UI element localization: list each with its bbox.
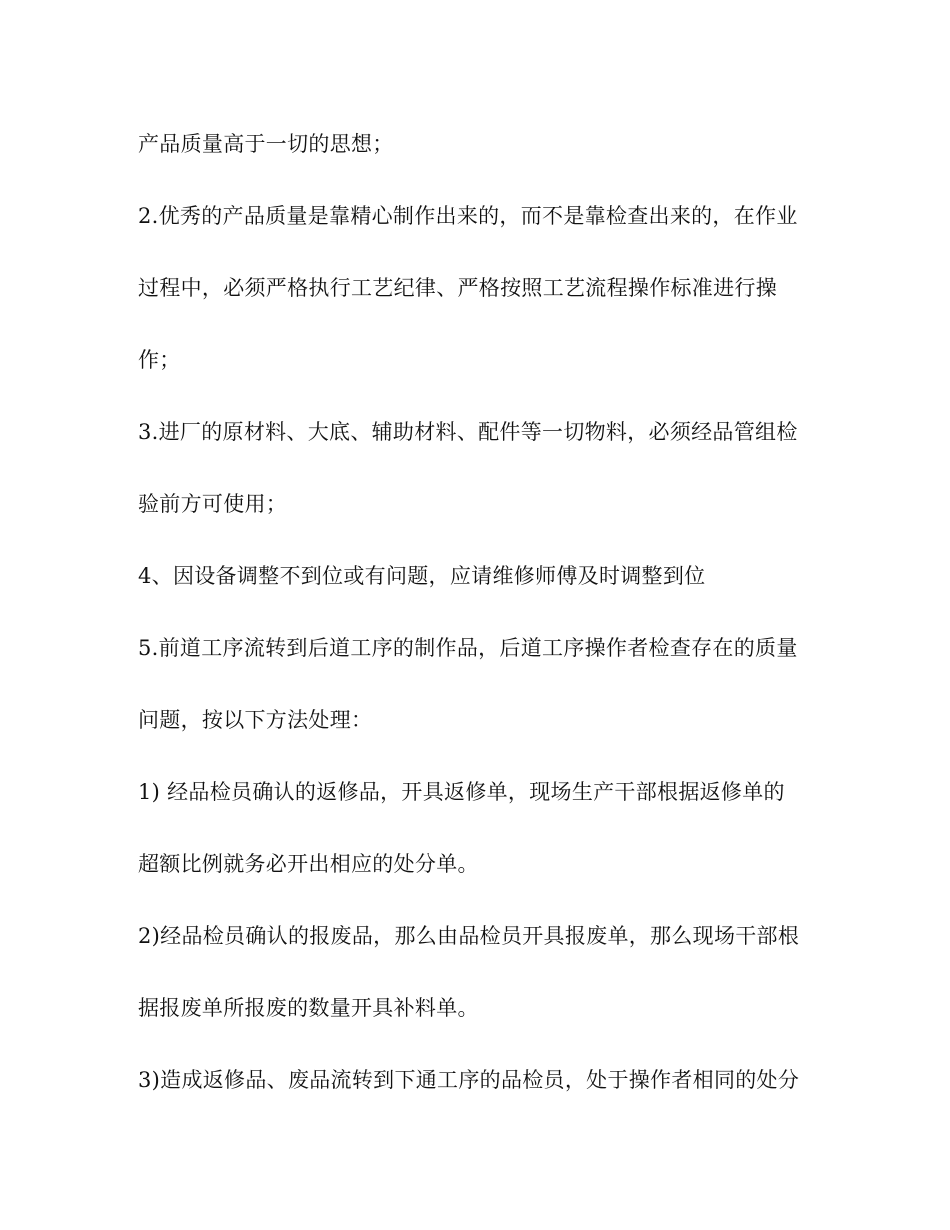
text-line-14: 3)造成返修品、废品流转到下通工序的品检员，处于操作者相同的处分	[138, 1068, 800, 1092]
text-line-6: 验前方可使用；	[138, 492, 288, 516]
text-line-5: 3.进厂的原材料、大底、辅助材料、配件等一切物料，必须经品管组检	[138, 420, 798, 444]
text-line-3: 过程中，必须严格执行工艺纪律、严格按照工艺流程操作标准进行操	[138, 276, 777, 300]
text-line-13: 据报废单所报废的数量开具补料单。	[138, 996, 479, 1020]
text-line-12: 2)经品检员确认的报废品，那么由品检员开具报废单，那么现场干部根	[138, 924, 800, 948]
text-line-7: 4、因设备调整不到位或有问题，应请维修师傅及时调整到位	[138, 564, 706, 588]
text-line-2: 2.优秀的产品质量是靠精心制作出来的，而不是靠检查出来的，在作业	[138, 204, 798, 228]
text-line-9: 问题，按以下方法处理：	[138, 708, 373, 732]
text-line-1: 产品质量高于一切的思想；	[138, 132, 394, 156]
text-line-10: 1) 经品检员确认的返修品，开具返修单，现场生产干部根据返修单的	[138, 780, 785, 804]
text-line-4: 作；	[138, 348, 181, 372]
text-line-8: 5.前道工序流转到后道工序的制作品，后道工序操作者检查存在的质量	[138, 636, 798, 660]
text-line-11: 超额比例就务必开出相应的处分单。	[138, 852, 479, 876]
